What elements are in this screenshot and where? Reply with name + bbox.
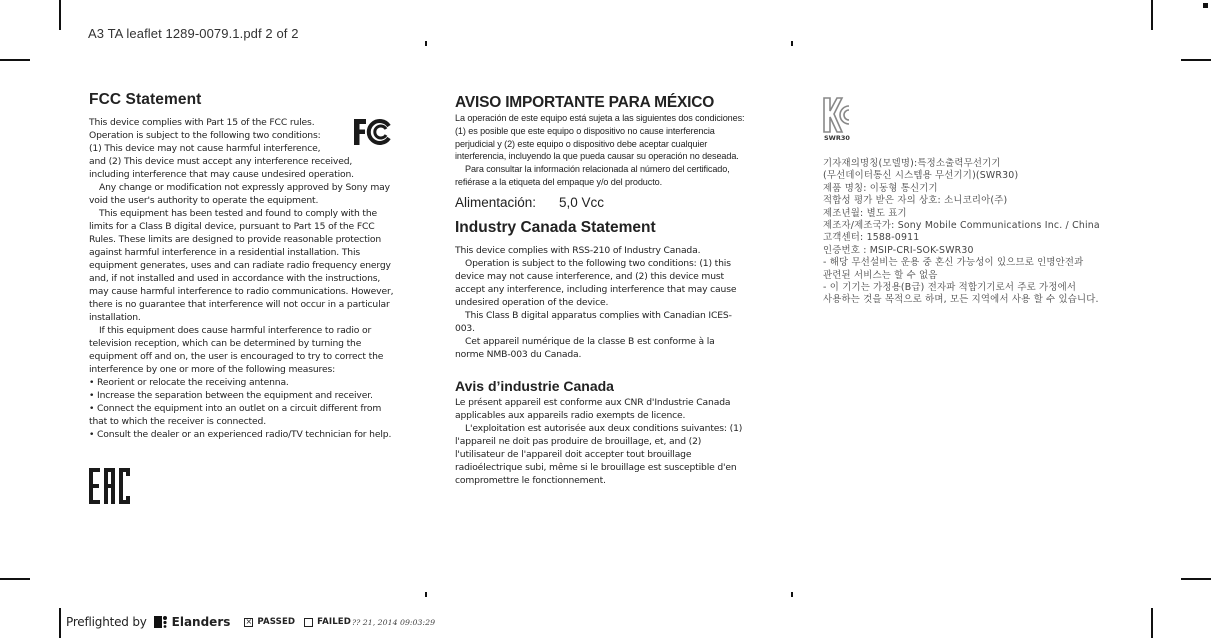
korea-line: 사용하는 것을 목적으로 하며, 모든 지역에서 사용 할 수 있습니다.: [823, 294, 1099, 306]
eac-logo-icon: [89, 468, 131, 504]
avis-canada-body: [455, 396, 745, 487]
power-spec: [455, 195, 745, 210]
ic-paragraph: Operation is subject to the following two conditions: (1) this device may not cause interference, and (2) this device must accept any interference, including interference that may cause undesired operation of the device.: [455, 257, 737, 308]
passed-checkbox: ×: [245, 617, 253, 626]
avis-canada-heading: Avis d’industrie Canada: [455, 377, 614, 394]
fcc-line: Operation is subject to the following two conditions:: [89, 130, 321, 141]
document-title: A3 TA leaflet 1289-0079.1.pdf 2 of 2: [88, 26, 299, 41]
mexico-body: [455, 112, 745, 189]
korea-line: (무선데이터통신 시스템용 무선기기)(SWR30): [823, 170, 1019, 182]
korea-line: - 이 기기는 가정용(B급) 전자파 적합기기로서 주로 가정에서: [823, 282, 1077, 294]
fold-mark: [791, 41, 793, 46]
fcc-body: [89, 116, 394, 441]
korea-line: 인증번호 : MSIP-CRI-SOK-SWR30: [823, 244, 974, 256]
mexico-paragraph: La operación de este equipo está sujeta a las siguientes dos condiciones: (1) es posible que este equipo o dispositivo no cause interferencia perjudicial y (2) este equipo o dispositivo debe aceptar cualquier interferencia, incluyendo la que pueda causar su operación no deseada.: [455, 113, 745, 162]
avis-paragraph: Le présent appareil est conforme aux CNR d'Industrie Canada applicables aux appareils radio exempts de licence.: [455, 396, 731, 421]
mexico-heading: AVISO IMPORTANTE PARA MÉXICO: [455, 94, 715, 111]
fold-mark: [425, 592, 427, 597]
mexico-canada-section: [455, 94, 745, 487]
fcc-paragraph: Any change or modification not expressly approved by Sony may void the user's authority to operate the equipment.: [89, 182, 390, 206]
fcc-bullet: • Increase the separation between the equipment and receiver.: [89, 389, 394, 402]
fcc-line: (1) This device may not cause harmful interference,: [89, 143, 321, 154]
fcc-bullet: • Reorient or relocate the receiving antenna.: [89, 376, 394, 389]
korea-line: 고객센터: 1588-0911: [823, 232, 920, 244]
crop-mark: [1181, 578, 1211, 580]
crop-mark: [1151, 608, 1153, 638]
fcc-logo-icon: [353, 117, 393, 147]
fcc-bullet: • Consult the dealer or an experienced radio/TV technician for help.: [89, 428, 394, 441]
mexico-paragraph: Para consultar la información relacionada al número del certificado, refiérase a la etiqueta del empaque y/o del producto.: [455, 164, 730, 187]
crop-mark: [0, 578, 30, 580]
failed-label: FAILED: [317, 617, 351, 627]
korea-line: 관련된 서비스는 할 수 없음: [823, 269, 938, 281]
fcc-line: including interference that may cause undesired operation.: [89, 169, 354, 180]
power-label: Alimentación:: [455, 194, 537, 210]
crop-mark: [59, 0, 61, 30]
fcc-heading: FCC Statement: [89, 91, 202, 108]
preflight-prefix: Preflighted by: [66, 615, 147, 629]
fcc-line: This device complies with Part 15 of the FCC rules.: [89, 117, 315, 128]
fcc-paragraph: If this equipment does cause harmful interference to radio or television reception, which can be determined by turning the equipment off and on, the user is encouraged to try to correct the interference by one or more of the following measures:: [89, 325, 384, 375]
kc-model-label: SWR30: [824, 134, 850, 142]
preflight-brand: Elanders: [171, 615, 231, 629]
preflight-timestamp: ?? 21, 2014 09:03:29: [351, 617, 436, 627]
ic-paragraph: This Class B digital apparatus complies with Canadian ICES-003.: [455, 309, 732, 334]
failed-checkbox: [304, 618, 313, 627]
fcc-bullet: • Connect the equipment into an outlet on a circuit different from that to which the receiver is connected.: [89, 402, 394, 428]
industry-canada-heading: Industry Canada Statement: [455, 218, 656, 236]
power-value: 5,0 Vcc: [559, 194, 605, 210]
korea-line: 제조년월: 별도 표기: [823, 207, 907, 219]
registration-square: [1203, 3, 1208, 8]
fcc-line: and (2) This device must accept any interference received,: [89, 156, 353, 167]
avis-paragraph: L'exploitation est autorisée aux deux conditions suivantes: (1) l'appareil ne doit pas produire de brouillage, et, and (2) l'utilisateur de l'appareil doit accepter tout brouillage radioélectrique subi, même si le brouillage est susceptible d'en compromettre le fonctionnement.: [455, 422, 743, 486]
korea-line: 기자재의명칭(모델명):특정소출력무선기기: [823, 158, 1001, 169]
industry-canada-body: [455, 244, 745, 361]
elanders-logo-icon: [154, 616, 168, 628]
korea-body: [823, 158, 1153, 307]
korea-line: 제품 명칭: 이동형 통신기기: [823, 182, 938, 194]
fold-mark: [791, 592, 793, 597]
fold-mark: [425, 41, 427, 46]
crop-mark: [1181, 59, 1211, 61]
crop-mark: [1151, 0, 1153, 30]
korea-section: [823, 97, 1153, 307]
fcc-section: [89, 91, 394, 441]
crop-mark: [59, 608, 61, 638]
passed-label: PASSED: [257, 617, 296, 627]
fcc-paragraph: This equipment has been tested and found to comply with the limits for a Class B digital device, pursuant to Part 15 of the FCC Rules. These limits are designed to provide reasonable protection against harmful interference in a residential installation. This equipment generates, uses and can radiate radio frequency energy and, if not installed and used in accordance with the instructions, may cause harmful interference to radio communications. However, there is no guarantee that interference will not occur in a particular installation.: [89, 208, 394, 323]
crop-mark: [0, 59, 30, 61]
kc-logo-icon: [823, 97, 851, 133]
korea-line: - 해당 무선설비는 운용 중 혼신 가능성이 있으므로 인명안전과: [823, 257, 1084, 269]
ic-paragraph: This device complies with RSS-210 of Industry Canada.: [455, 244, 701, 256]
preflight-stamp: [66, 615, 435, 629]
korea-line: 적합성 평가 받은 자의 상호: 소니코리아(주): [823, 195, 1008, 207]
ic-paragraph: Cet appareil numérique de la classe B est conforme à la norme NMB-003 du Canada.: [455, 335, 715, 360]
korea-line: 제조자/제조국가: Sony Mobile Communications Inc. / China: [823, 220, 1100, 232]
